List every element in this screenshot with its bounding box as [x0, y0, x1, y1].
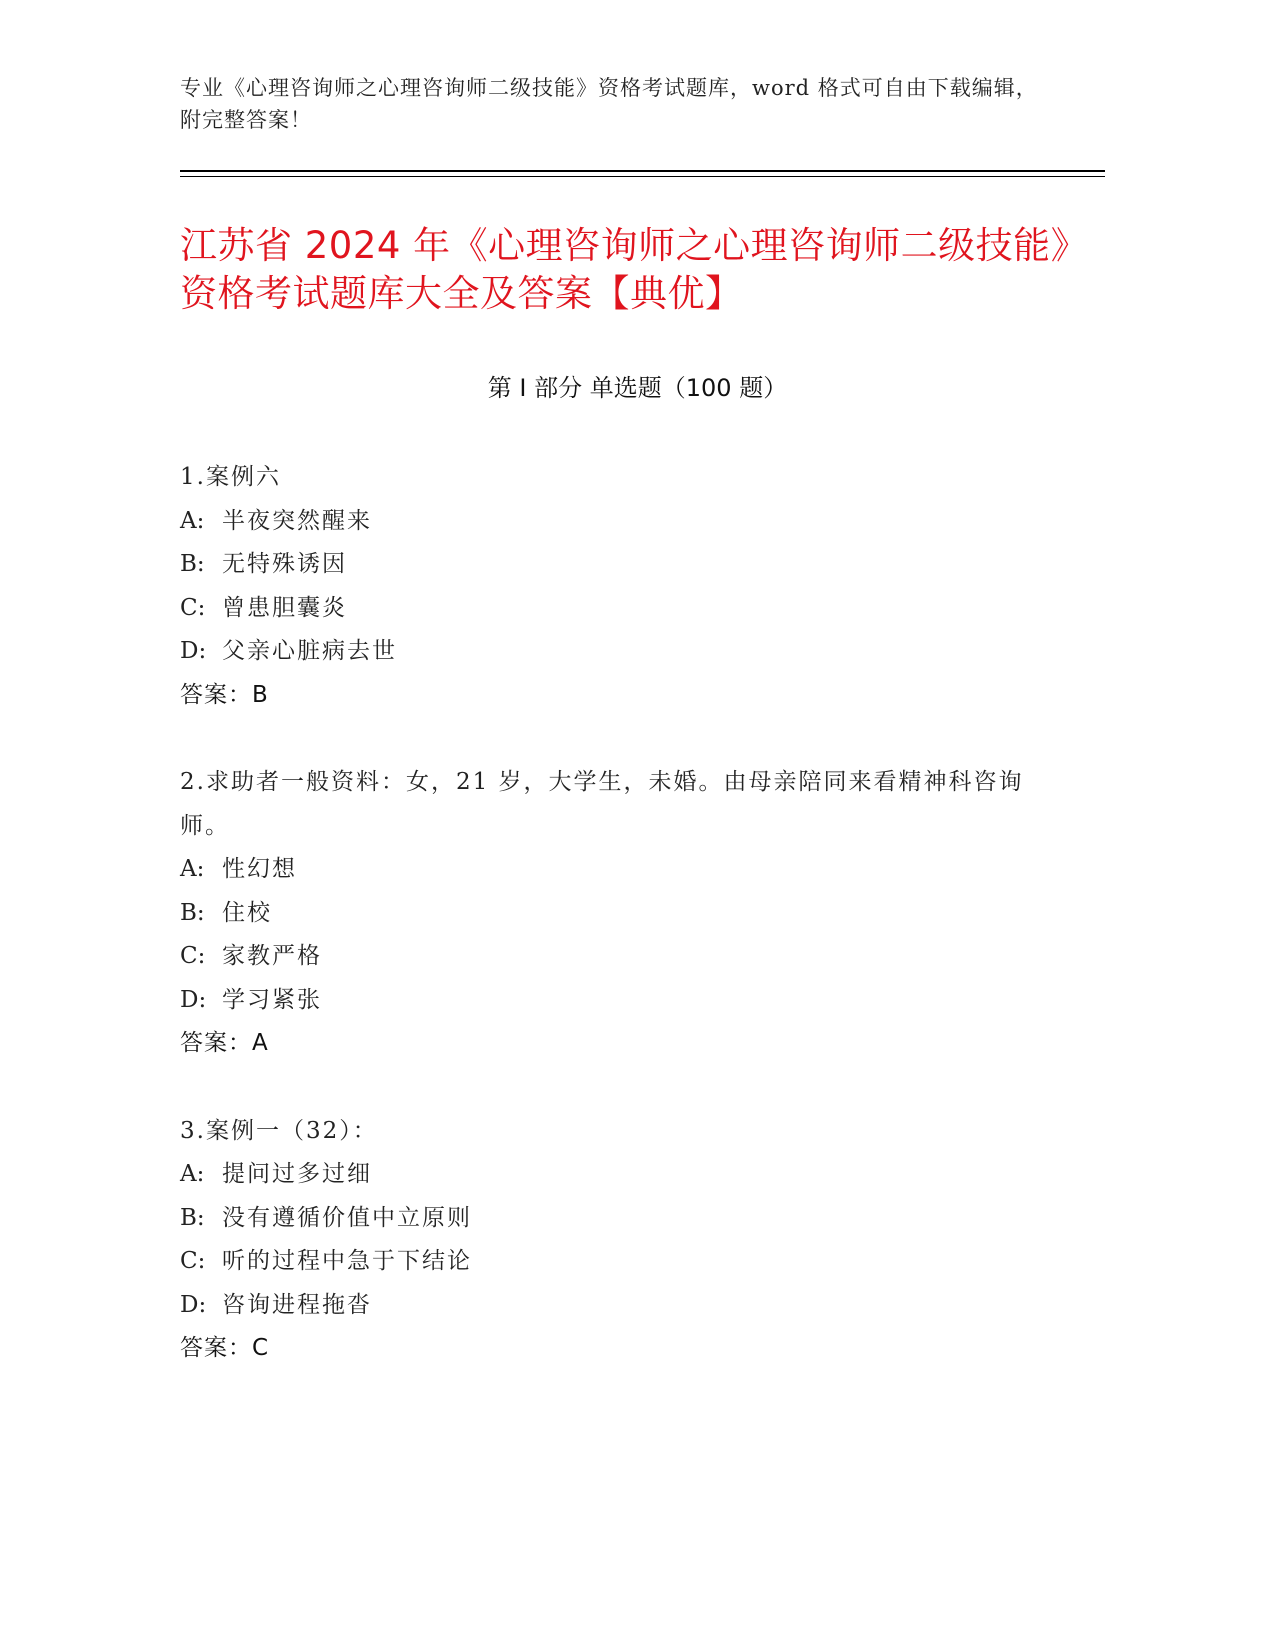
option-key: D: [180, 986, 207, 1013]
option-key: D: [180, 1291, 207, 1318]
option-d [180, 630, 1040, 674]
option-text: 家教严格 [222, 943, 322, 969]
option-key: A: [180, 856, 205, 882]
document-title: 江苏省 2024 年《心理咨询师之心理咨询师二级技能》资格考试题库大全及答案【典优】 [180, 224, 1089, 315]
option-text: 曾患胆囊炎 [222, 594, 347, 621]
section-heading: 第 I 部分 单选题（100 题） [487, 374, 788, 402]
option-d [180, 1284, 1040, 1328]
option-text: 咨询进程拖沓 [222, 1291, 372, 1318]
answer-line: 答案：A [180, 1030, 269, 1056]
option-text: 住校 [222, 899, 272, 926]
option-key: C: [180, 943, 206, 969]
option-a [180, 848, 1040, 892]
question-stem: 2.求助者一般资料：女，21 岁，大学生，未婚。由母亲陪同来看精神科咨询师。 [180, 769, 1024, 839]
option-text: 没有遵循价值中立原则 [222, 1204, 472, 1231]
option-b [180, 1197, 1040, 1241]
question-stem: 1.案例六 [180, 464, 281, 490]
header-divider-thick [180, 170, 1105, 172]
option-text: 父亲心脏病去世 [222, 638, 397, 664]
option-key: D: [180, 638, 207, 664]
option-key: A: [180, 507, 205, 534]
option-a [180, 1153, 1040, 1197]
option-key: C: [180, 1248, 206, 1274]
option-d [180, 979, 1040, 1023]
option-c [180, 1240, 1040, 1284]
option-key: B: [180, 899, 205, 926]
question-2 [180, 761, 1040, 1066]
option-text: 提问过多过细 [222, 1161, 372, 1187]
answer-line: 答案：C [180, 1335, 270, 1361]
option-key: B: [180, 1204, 205, 1231]
option-a [180, 500, 1040, 544]
question-stem: 3.案例一（32）： [180, 1117, 378, 1144]
option-text: 无特殊诱因 [222, 551, 347, 577]
option-key: A: [180, 1161, 205, 1187]
question-1 [180, 456, 1040, 717]
header-note: 专业《心理咨询师之心理咨询师二级技能》资格考试题库，word 格式可自由下载编辑，附完整答案！ [180, 76, 1038, 132]
option-text: 半夜突然醒来 [222, 507, 372, 534]
question-3 [180, 1110, 1040, 1371]
option-key: C: [180, 594, 206, 621]
option-text: 听的过程中急于下结论 [222, 1248, 472, 1274]
option-b [180, 892, 1040, 936]
option-text: 学习紧张 [222, 986, 322, 1013]
answer-line: 答案：B [180, 681, 269, 708]
option-c [180, 935, 1040, 979]
option-text: 性幻想 [222, 856, 297, 882]
header-divider-thin [180, 176, 1105, 177]
option-key: B: [180, 551, 205, 577]
option-b [180, 543, 1040, 587]
question-list [180, 456, 1040, 1415]
option-c [180, 587, 1040, 631]
